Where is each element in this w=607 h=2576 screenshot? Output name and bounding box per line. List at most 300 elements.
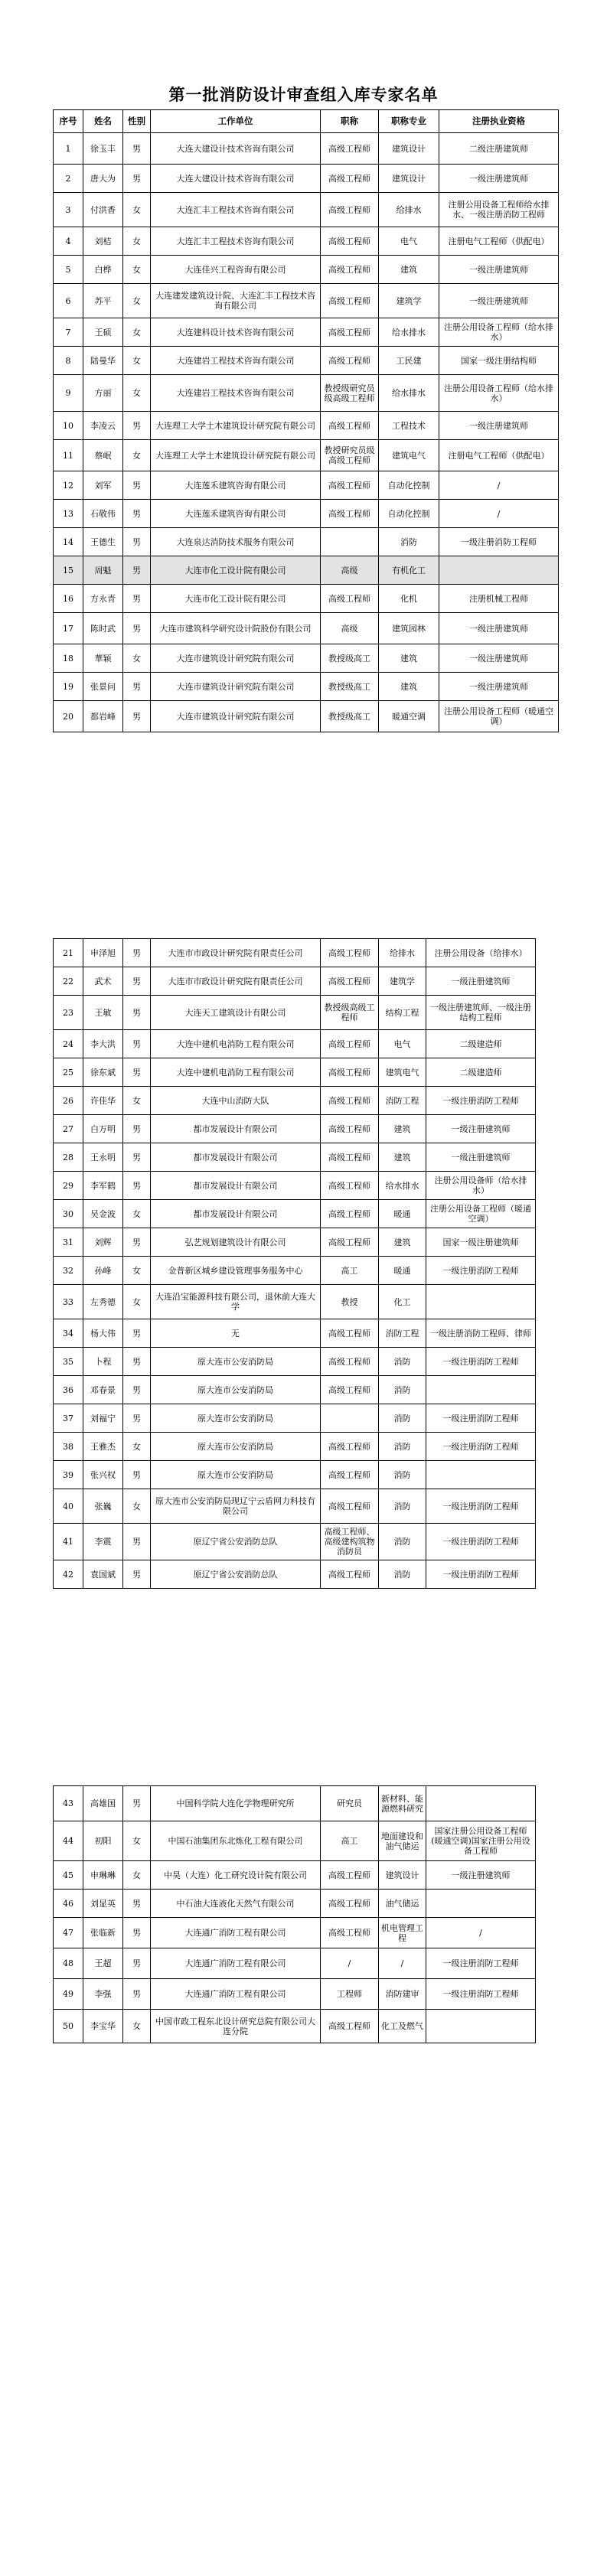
cell-title: 教授级高工 [321,701,379,732]
cell-name: 孙峰 [83,1257,123,1285]
cell-gender: 男 [123,528,151,556]
cell-specialty: 建筑学 [379,284,439,318]
cell-specialty: 建筑设计 [379,133,439,165]
cell-workplace: 无 [151,1319,321,1348]
cell-index: 44 [54,1821,83,1861]
cell-title: 高级工程师 [321,1348,379,1376]
cell-gender: 女 [123,1087,151,1115]
cell-specialty: 消防 [379,1524,426,1560]
cell-index: 31 [54,1228,83,1257]
cell-name: 李宝华 [83,2010,123,2043]
cell-index: 18 [54,644,83,673]
cell-title: 高级工程师 [321,347,379,375]
cell-qualification: 国家注册公用设备工程师(暖通空调)国家注册公用设备工程师 [426,1821,536,1861]
cell-title: 高级工程师 [321,318,379,347]
cell-gender: 男 [123,1404,151,1433]
cell-workplace: 大连沿宝能源科技有限公司，退休前大连大学 [151,1285,321,1319]
cell-gender: 女 [123,227,151,256]
cell-name: 张兴权 [83,1461,123,1489]
cell-index: 28 [54,1143,83,1172]
column-header-index: 序号 [54,110,83,133]
cell-title: 高工 [321,1821,379,1861]
cell-specialty: 消防 [379,528,439,556]
cell-name: 李凌云 [83,412,123,440]
table-row [54,1319,536,1348]
table-row [54,318,559,347]
cell-gender: 男 [123,967,151,996]
cell-specialty: 化机 [379,585,439,613]
cell-name: 徐玉丰 [83,133,123,165]
cell-specialty: 给水排水 [379,318,439,347]
cell-workplace: 原辽宁省公安消防总队 [151,1560,321,1589]
cell-qualification: 一级注册消防工程师 [426,1948,536,1979]
cell-specialty: 建筑园林 [379,613,439,644]
cell-gender: 男 [123,1058,151,1087]
table-row [54,1172,536,1200]
cell-gender: 男 [123,1172,151,1200]
cell-workplace: 大连天工建筑设计有限公司 [151,996,321,1030]
cell-gender: 男 [123,585,151,613]
table-row [54,1433,536,1461]
cell-workplace: 大连莲禾建筑咨询有限公司 [151,500,321,528]
cell-index: 41 [54,1524,83,1560]
cell-specialty: 消防 [379,1560,426,1589]
cell-title: 高级工程师 [321,500,379,528]
cell-qualification: 注册电气工程师（供配电） [439,440,559,471]
table-row [54,1115,536,1143]
cell-qualification: 一级注册建筑师 [439,165,559,193]
cell-workplace: 都市发展设计有限公司 [151,1143,321,1172]
table-row [54,256,559,284]
cell-name: 王德生 [83,528,123,556]
cell-workplace: 大连建科设计技术咨询有限公司 [151,318,321,347]
table-row [54,939,536,967]
cell-name: 杨大伟 [83,1319,123,1348]
cell-workplace: 原大连市公安消防局现辽宁云盾网力科技有限公司 [151,1489,321,1524]
cell-workplace: 都市发展设计有限公司 [151,1172,321,1200]
cell-title: / [321,1948,379,1979]
cell-gender: 男 [123,1115,151,1143]
cell-index: 20 [54,701,83,732]
cell-gender: 男 [123,701,151,732]
cell-title: 工程师 [321,1979,379,2010]
cell-qualification: 一级注册建筑师 [439,613,559,644]
cell-workplace: 中昊（大连）化工研究设计院有限公司 [151,1861,321,1890]
cell-gender: 女 [123,1285,151,1319]
cell-workplace: 金普新区城乡建设管理事务服务中心 [151,1257,321,1285]
cell-index: 42 [54,1560,83,1589]
cell-specialty: 建筑 [379,1115,426,1143]
cell-workplace: 中国市政工程东北设计研究总院有限公司大连分院 [151,2010,321,2043]
cell-gender: 男 [123,1030,151,1058]
cell-workplace: 大连通广消防工程有限公司 [151,1918,321,1948]
column-header-name: 姓名 [83,110,123,133]
cell-specialty: 给水排水 [379,1172,426,1200]
cell-qualification: 注册公用设备（给排水） [426,939,536,967]
cell-title: 高级工程师 [321,1461,379,1489]
table-row [54,284,559,318]
cell-title: 高级工程师 [321,1228,379,1257]
cell-name: 苏平 [83,284,123,318]
table-row [54,500,559,528]
cell-title: 高级工程师 [321,1143,379,1172]
cell-index: 26 [54,1087,83,1115]
cell-index: 23 [54,996,83,1030]
cell-name: 王敏 [83,996,123,1030]
cell-qualification: 一级注册建筑师 [426,1861,536,1890]
cell-workplace: 大连市建筑设计研究院有限公司 [151,701,321,732]
table-row [54,165,559,193]
cell-index: 40 [54,1489,83,1524]
table-row [54,412,559,440]
cell-workplace: 大连泉达消防技术服务有限公司 [151,528,321,556]
cell-name: 方永青 [83,585,123,613]
cell-workplace: 原大连市公安消防局 [151,1433,321,1461]
cell-specialty: 建筑设计 [379,165,439,193]
cell-name: 申琳琳 [83,1861,123,1890]
table-row [54,1918,536,1948]
cell-index: 12 [54,471,83,500]
cell-specialty: 化工 [379,1285,426,1319]
cell-title: 高级工程师 [321,1560,379,1589]
table-row [54,1461,536,1489]
cell-index: 33 [54,1285,83,1319]
table-row [54,1560,536,1589]
cell-specialty: 工程技术 [379,412,439,440]
cell-index: 15 [54,556,83,585]
cell-index: 37 [54,1404,83,1433]
table-row [54,1285,536,1319]
cell-name: 蔡岷 [83,440,123,471]
table-row [54,585,559,613]
cell-title: 高级工程师 [321,585,379,613]
cell-qualification: 一级注册消防工程师 [426,1524,536,1560]
cell-workplace: 大连理工大学土木建筑设计研究院有限公司 [151,412,321,440]
cell-title: 高级工程师 [321,1030,379,1058]
cell-title: 高级工程师 [321,1115,379,1143]
cell-index: 7 [54,318,83,347]
cell-specialty: 暖通 [379,1200,426,1228]
cell-specialty: 消防工程 [379,1087,426,1115]
cell-title: 高级工程师、高级建构筑物消防员 [321,1524,379,1560]
cell-name: 李强 [83,1979,123,2010]
cell-qualification: 一级注册建筑师 [426,1115,536,1143]
cell-workplace: 大连市建筑设计研究院有限公司 [151,673,321,701]
cell-specialty: 工民建 [379,347,439,375]
cell-name: 王超 [83,1948,123,1979]
cell-name: 刘辉 [83,1228,123,1257]
table-row [54,1890,536,1918]
cell-workplace: 原大连市公安消防局 [151,1348,321,1376]
cell-workplace: 大连市建筑科学研究设计院股份有限公司 [151,613,321,644]
table-row [54,996,536,1030]
cell-workplace: 大连通广消防工程有限公司 [151,1948,321,1979]
cell-workplace: 大连市化工设计院有限公司 [151,585,321,613]
cell-specialty: 建筑 [379,1143,426,1172]
cell-qualification [439,556,559,585]
cell-specialty: 消防 [379,1433,426,1461]
cell-qualification: 注册公用设备师（给水排水） [426,1172,536,1200]
column-header-workplace: 工作单位 [151,110,321,133]
table-row [54,471,559,500]
cell-gender: 女 [123,347,151,375]
cell-qualification [426,2010,536,2043]
cell-index: 6 [54,284,83,318]
cell-index: 32 [54,1257,83,1285]
cell-qualification: 国家一级注册建筑师 [426,1228,536,1257]
cell-index: 46 [54,1890,83,1918]
cell-specialty: 建筑设计 [379,1861,426,1890]
cell-gender: 男 [123,500,151,528]
cell-qualification: 一级注册消防工程师 [426,1348,536,1376]
cell-title: 高级工程师 [321,227,379,256]
cell-index: 4 [54,227,83,256]
cell-gender: 男 [123,1948,151,1979]
cell-title: 教授级高级工程师 [321,996,379,1030]
cell-index: 48 [54,1948,83,1979]
cell-specialty: 给排水 [379,193,439,227]
cell-index: 24 [54,1030,83,1058]
cell-index: 29 [54,1172,83,1200]
expert-table-part-1 [53,109,559,732]
cell-gender: 男 [123,165,151,193]
cell-qualification: 注册公用设备工程师（暖通空调） [426,1200,536,1228]
cell-specialty: 电气 [379,227,439,256]
cell-gender: 男 [123,1979,151,2010]
cell-gender: 男 [123,939,151,967]
cell-workplace: 弘艺规划建筑设计有限公司 [151,1228,321,1257]
cell-workplace: 原大连市公安消防局 [151,1461,321,1489]
cell-gender: 男 [123,1890,151,1918]
table-row [54,1524,536,1560]
table-row [54,227,559,256]
table-row [54,701,559,732]
cell-specialty: 建筑学 [379,967,426,996]
cell-gender: 男 [123,133,151,165]
cell-index: 5 [54,256,83,284]
cell-gender: 男 [123,1560,151,1589]
cell-specialty: 有机化工 [379,556,439,585]
cell-gender: 女 [123,284,151,318]
cell-index: 45 [54,1861,83,1890]
cell-gender: 女 [123,256,151,284]
cell-gender: 女 [123,375,151,412]
cell-gender: 男 [123,1348,151,1376]
cell-gender: 女 [123,1861,151,1890]
cell-specialty: 给水排水 [379,375,439,412]
cell-title: 高级工程师 [321,967,379,996]
cell-workplace: 大连莲禾建筑咨询有限公司 [151,471,321,500]
cell-index: 9 [54,375,83,412]
cell-qualification: 一级注册消防工程师 [426,1257,536,1285]
cell-workplace: 大连市市政设计研究院有限责任公司 [151,967,321,996]
cell-gender: 女 [123,1433,151,1461]
cell-specialty: 消防 [379,1376,426,1404]
cell-workplace: 大连市化工设计院有限公司 [151,556,321,585]
cell-name: 石敬伟 [83,500,123,528]
cell-specialty: 消防 [379,1461,426,1489]
cell-name: 王雅杰 [83,1433,123,1461]
cell-qualification: 一级注册建筑师 [439,673,559,701]
cell-specialty: 建筑 [379,256,439,284]
cell-name: 李震 [83,1524,123,1560]
cell-qualification: 一级注册消防工程师 [426,1560,536,1589]
cell-gender: 男 [123,471,151,500]
cell-title [321,528,379,556]
cell-gender: 男 [123,1228,151,1257]
cell-qualification [426,1376,536,1404]
cell-qualification: 一级注册建筑师 [439,284,559,318]
cell-index: 16 [54,585,83,613]
cell-name: 张临新 [83,1918,123,1948]
cell-name: 刘桔 [83,227,123,256]
cell-title: 高级工程师 [321,1489,379,1524]
cell-specialty: 建筑 [379,644,439,673]
table-row [54,1489,536,1524]
cell-index: 49 [54,1979,83,2010]
cell-gender: 男 [123,556,151,585]
cell-workplace: 大连中山消防大队 [151,1087,321,1115]
cell-index: 35 [54,1348,83,1376]
cell-workplace: 都市发展设计有限公司 [151,1200,321,1228]
cell-title: 高级工程师 [321,133,379,165]
cell-qualification: 一级注册建筑师 [439,644,559,673]
cell-specialty: 建筑电气 [379,1058,426,1087]
column-header-gender: 性别 [123,110,151,133]
cell-name: 刘福宁 [83,1404,123,1433]
cell-name: 许佳华 [83,1087,123,1115]
cell-gender: 女 [123,2010,151,2043]
cell-qualification: 注册机械工程师 [439,585,559,613]
table-row [54,1376,536,1404]
cell-specialty: 自动化控制 [379,500,439,528]
cell-specialty: 消防 [379,1348,426,1376]
cell-qualification: 国家一级注册结构师 [439,347,559,375]
cell-gender: 女 [123,1200,151,1228]
cell-title: 高级工程师 [321,193,379,227]
cell-qualification: 二级建造师 [426,1030,536,1058]
cell-specialty: 消防 [379,1404,426,1433]
cell-name: 刘军 [83,471,123,500]
cell-name: 张巍 [83,1489,123,1524]
cell-title: 高级工程师 [321,1058,379,1087]
expert-table-part-2 [53,938,536,1589]
cell-gender: 男 [123,1461,151,1489]
cell-title: 高级 [321,556,379,585]
cell-index: 50 [54,2010,83,2043]
cell-name: 申泽旭 [83,939,123,967]
cell-workplace: 大连通广消防工程有限公司 [151,1979,321,2010]
cell-qualification: 一级注册消防工程师 [426,1979,536,2010]
cell-workplace: 大连市市政设计研究院有限责任公司 [151,939,321,967]
cell-index: 34 [54,1319,83,1348]
cell-qualification: 注册电气工程师（供配电） [439,227,559,256]
cell-workplace: 大连大建设计技术咨询有限公司 [151,165,321,193]
cell-gender: 男 [123,1376,151,1404]
cell-workplace: 原大连市公安消防局 [151,1376,321,1404]
table-row [54,556,559,585]
cell-name: 付洪香 [83,193,123,227]
cell-title: 高级工程师 [321,256,379,284]
cell-index: 19 [54,673,83,701]
cell-title: 高工 [321,1257,379,1285]
cell-index: 1 [54,133,83,165]
cell-workplace: 中国石油集团东北炼化工程有限公司 [151,1821,321,1861]
cell-qualification [426,1786,536,1821]
cell-index: 8 [54,347,83,375]
cell-name: 唐大为 [83,165,123,193]
cell-workplace: 大连中建机电消防工程有限公司 [151,1058,321,1087]
table-row [54,673,559,701]
table-row [54,1979,536,2010]
cell-qualification: 一级注册建筑师 [439,412,559,440]
cell-title: 高级工程师 [321,165,379,193]
cell-workplace: 中石油大连液化天然气有限公司 [151,1890,321,1918]
cell-specialty: / [379,1948,426,1979]
cell-specialty: 机电管理工程 [379,1918,426,1948]
cell-gender: 女 [123,193,151,227]
cell-qualification: / [439,500,559,528]
cell-workplace: 原辽宁省公安消防总队 [151,1524,321,1560]
cell-name: 刘显英 [83,1890,123,1918]
cell-title: 高级工程师 [321,1433,379,1461]
cell-gender: 女 [123,1257,151,1285]
cell-title: 高级 [321,613,379,644]
cell-qualification: 一级注册消防工程师、律师 [426,1319,536,1348]
table-row [54,1861,536,1890]
cell-gender: 男 [123,996,151,1030]
cell-index: 25 [54,1058,83,1087]
cell-index: 14 [54,528,83,556]
cell-index: 10 [54,412,83,440]
cell-index: 38 [54,1433,83,1461]
cell-name: 吴金波 [83,1200,123,1228]
cell-gender: 女 [123,318,151,347]
cell-title: 高级工程师 [321,471,379,500]
cell-index: 39 [54,1461,83,1489]
cell-gender: 男 [123,1918,151,1948]
table-row [54,375,559,412]
cell-qualification: 注册公用设备工程师（暖通空调） [439,701,559,732]
cell-workplace: 都市发展设计有限公司 [151,1115,321,1143]
table-row [54,1257,536,1285]
cell-gender: 男 [123,412,151,440]
cell-index: 21 [54,939,83,967]
cell-title: 研究员 [321,1786,379,1821]
cell-name: 陆曼华 [83,347,123,375]
cell-qualification [426,1285,536,1319]
cell-workplace: 大连理工大学土木建筑设计研究院有限公司 [151,440,321,471]
table-row [54,1030,536,1058]
cell-title: 教授级高工 [321,644,379,673]
cell-name: 左秀德 [83,1285,123,1319]
page-title: 第一批消防设计审查组入库专家名单 [168,86,439,104]
cell-title: 高级工程师 [321,1172,379,1200]
cell-name: 邓春景 [83,1376,123,1404]
table-row [54,1821,536,1861]
cell-name: 都岩峰 [83,701,123,732]
cell-index: 3 [54,193,83,227]
cell-qualification [426,1890,536,1918]
cell-specialty: 地面建设和油气储运 [379,1821,426,1861]
cell-workplace: 大连建岩工程技术咨询有限公司 [151,375,321,412]
table-row [54,1200,536,1228]
cell-gender: 女 [123,644,151,673]
cell-name: 初阳 [83,1821,123,1861]
column-header-specialty: 职称专业 [379,110,439,133]
cell-specialty: 自动化控制 [379,471,439,500]
cell-qualification: 一级注册消防工程师 [439,528,559,556]
